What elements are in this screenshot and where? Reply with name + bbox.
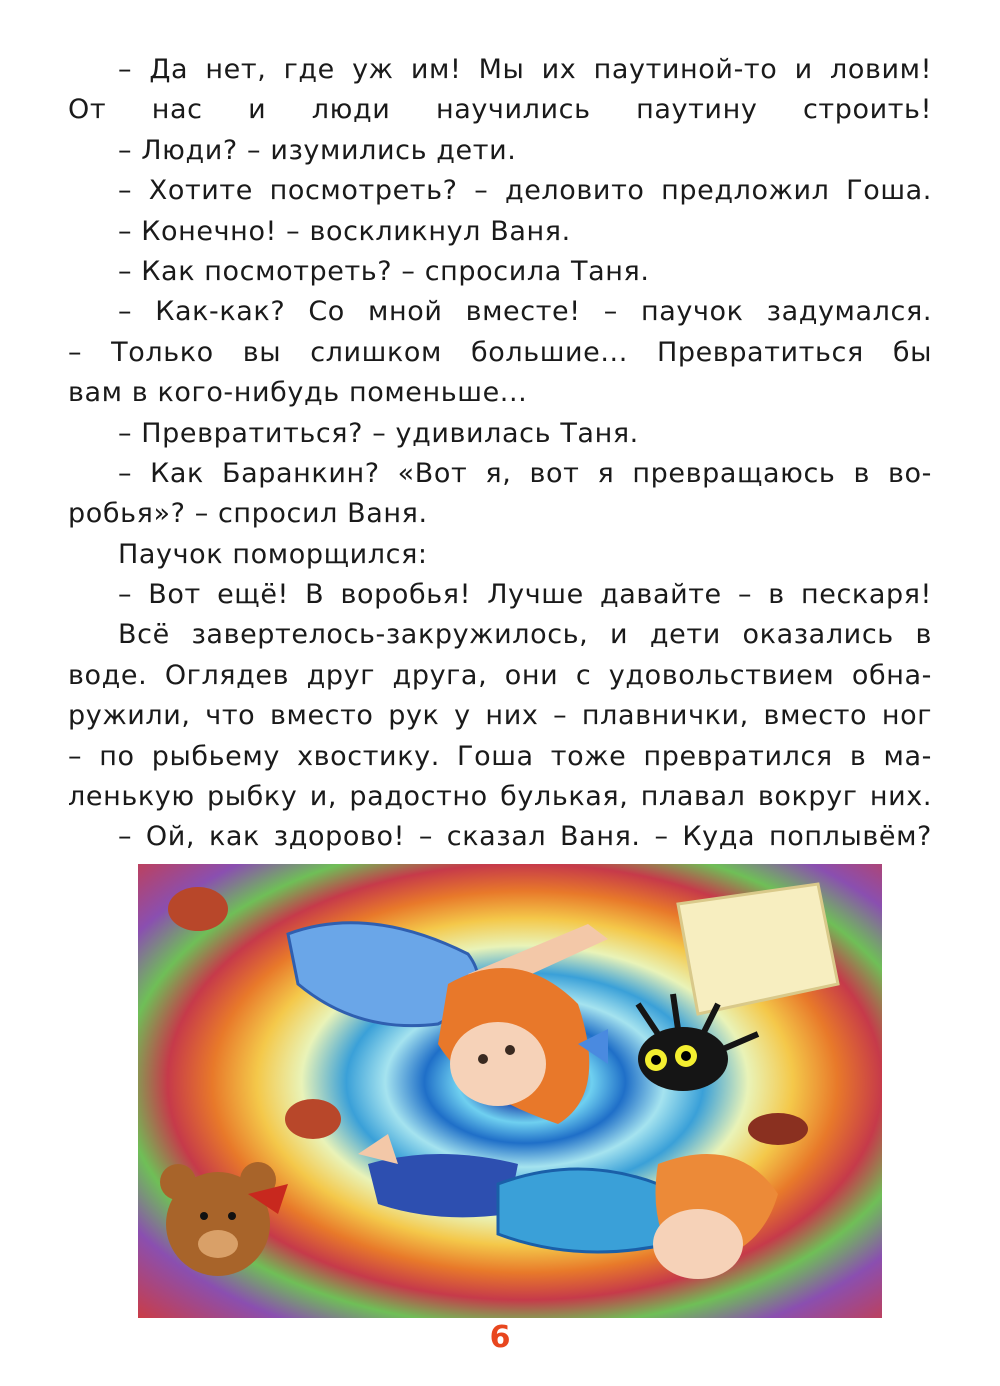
text-line: – Ой, как здорово! – сказал Ваня. – Куда поплывём?: [118, 821, 932, 853]
girl-eye-shape: [478, 1054, 488, 1064]
text-line: – Да нет, где уж им! Мы их паутиной-то и ловим!: [118, 54, 932, 85]
text-line: ленькую рыбку и, радостно булькая, плавал вокруг них.: [68, 781, 932, 813]
teddy-bear-eye-shape: [228, 1212, 236, 1220]
text-line: – Превратиться? – удивилась Таня.: [118, 417, 639, 449]
teddy-bear-ear-shape: [160, 1164, 196, 1200]
page-number: 6: [489, 1320, 511, 1355]
girl-face-shape: [450, 1022, 546, 1106]
text-line: Паучок поморщился:: [118, 538, 428, 570]
text-line: От нас и люди научились паутину строить!: [68, 94, 932, 126]
text-line: ружили, что вместо рук у них – плавнички, вместо ног: [68, 700, 932, 732]
story-illustration: [138, 864, 882, 1318]
text-line: – Вот ещё! В воробья! Лучше давайте – в пескаря!: [118, 579, 932, 611]
whirlpool-illustration: [138, 864, 882, 1318]
boy-shirt-shape: [498, 1169, 668, 1252]
text-line: воде. Оглядев друг друга, они с удовольствием обна-: [68, 659, 932, 691]
slipper-shape: [285, 1099, 341, 1139]
text-line: – Люди? – изумились дети.: [118, 134, 517, 166]
teddy-bear-eye-shape: [200, 1212, 208, 1220]
text-line: – Как Баранкин? «Вот я, вот я превращаюсь в во-: [118, 457, 932, 489]
slipper-shape: [748, 1113, 808, 1145]
teddy-bear-muzzle-shape: [198, 1230, 238, 1258]
text-line: – Как-как? Со мной вместе! – паучок задумался.: [118, 296, 932, 328]
text-line: – Конечно! – воскликнул Ваня.: [118, 215, 571, 247]
text-line: – Хотите посмотреть? – деловито предложил Гоша.: [118, 175, 932, 207]
spider-pupil-shape: [651, 1055, 661, 1065]
boy-face-shape: [653, 1209, 743, 1279]
girl-eye-shape: [505, 1045, 515, 1055]
text-line: вам в кого-нибудь поменьше...: [68, 377, 528, 409]
text-line: – по рыбьему хвостику. Гоша тоже превратился в ма-: [68, 740, 932, 772]
text-line: – Как посмотреть? – спросила Таня.: [118, 255, 650, 287]
text-line: Всё завертелось-закружилось, и дети оказались в: [118, 619, 932, 651]
slipper-shape: [168, 887, 228, 931]
text-line: робья»? – спросил Ваня.: [68, 498, 428, 530]
text-line: – Только вы слишком большие... Превратиться бы: [68, 336, 932, 368]
story-text: [68, 50, 932, 858]
spider-pupil-shape: [681, 1051, 691, 1061]
